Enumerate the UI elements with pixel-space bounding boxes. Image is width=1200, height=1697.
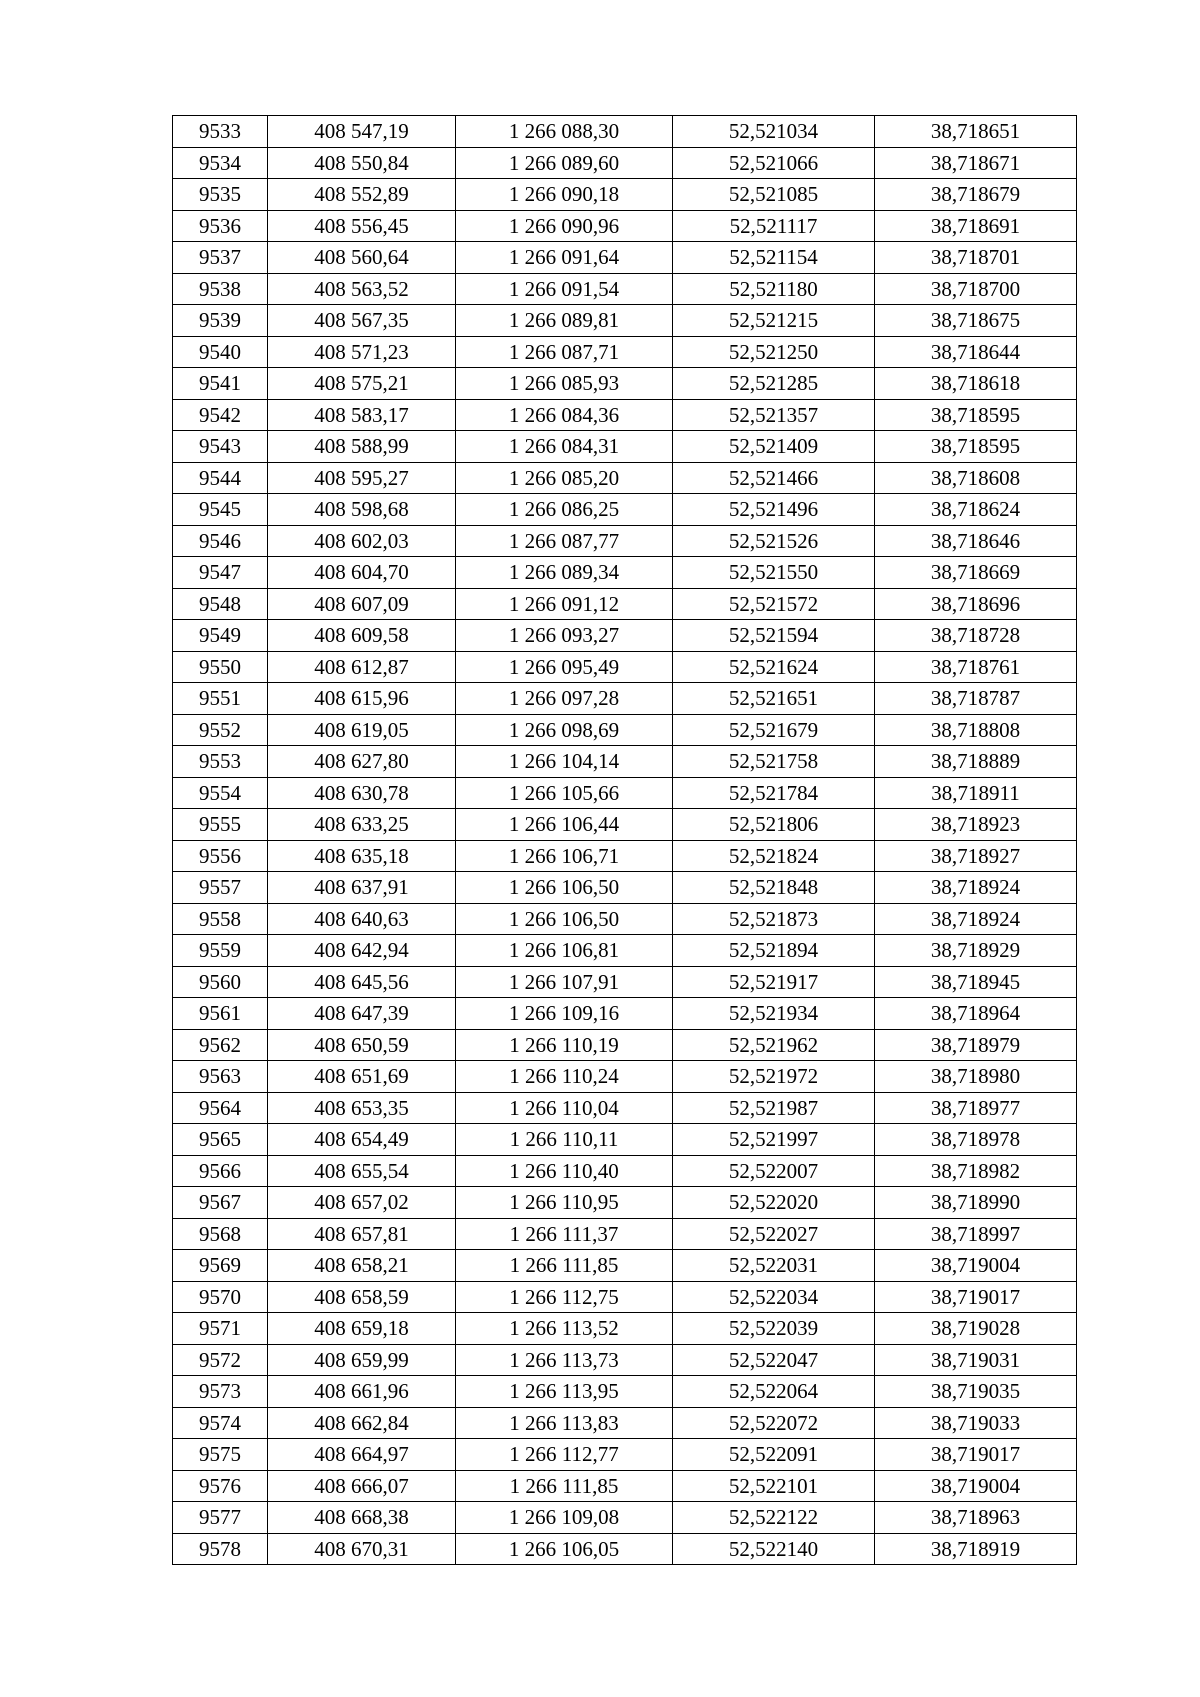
x-coordinate-cell: 408 658,21: [268, 1250, 456, 1282]
y-coordinate-cell: 1 266 106,50: [456, 903, 673, 935]
table-row: [173, 1218, 1077, 1250]
latitude-cell: 52,521784: [673, 777, 875, 809]
y-coordinate-cell: 1 266 089,34: [456, 557, 673, 589]
table-row: [173, 399, 1077, 431]
y-coordinate-cell: 1 266 086,25: [456, 494, 673, 526]
longitude-cell: 38,718761: [875, 651, 1077, 683]
latitude-cell: 52,521034: [673, 116, 875, 148]
point-number-cell: 9577: [173, 1502, 268, 1534]
x-coordinate-cell: 408 630,78: [268, 777, 456, 809]
point-number-cell: 9538: [173, 273, 268, 305]
point-number-cell: 9549: [173, 620, 268, 652]
latitude-cell: 52,522122: [673, 1502, 875, 1534]
table-row: [173, 1313, 1077, 1345]
latitude-cell: 52,521466: [673, 462, 875, 494]
x-coordinate-cell: 408 657,81: [268, 1218, 456, 1250]
x-coordinate-cell: 408 653,35: [268, 1092, 456, 1124]
longitude-cell: 38,718646: [875, 525, 1077, 557]
y-coordinate-cell: 1 266 112,75: [456, 1281, 673, 1313]
y-coordinate-cell: 1 266 110,40: [456, 1155, 673, 1187]
x-coordinate-cell: 408 571,23: [268, 336, 456, 368]
latitude-cell: 52,521066: [673, 147, 875, 179]
longitude-cell: 38,718964: [875, 998, 1077, 1030]
x-coordinate-cell: 408 645,56: [268, 966, 456, 998]
table-row: [173, 1029, 1077, 1061]
x-coordinate-cell: 408 556,45: [268, 210, 456, 242]
table-row: [173, 777, 1077, 809]
longitude-cell: 38,718651: [875, 116, 1077, 148]
longitude-cell: 38,719035: [875, 1376, 1077, 1408]
point-number-cell: 9575: [173, 1439, 268, 1471]
longitude-cell: 38,719017: [875, 1439, 1077, 1471]
point-number-cell: 9546: [173, 525, 268, 557]
longitude-cell: 38,718595: [875, 399, 1077, 431]
longitude-cell: 38,718997: [875, 1218, 1077, 1250]
x-coordinate-cell: 408 659,99: [268, 1344, 456, 1376]
latitude-cell: 52,521894: [673, 935, 875, 967]
x-coordinate-cell: 408 659,18: [268, 1313, 456, 1345]
latitude-cell: 52,522047: [673, 1344, 875, 1376]
table-row: [173, 368, 1077, 400]
latitude-cell: 52,521572: [673, 588, 875, 620]
x-coordinate-cell: 408 642,94: [268, 935, 456, 967]
x-coordinate-cell: 408 598,68: [268, 494, 456, 526]
point-number-cell: 9578: [173, 1533, 268, 1565]
x-coordinate-cell: 408 550,84: [268, 147, 456, 179]
table-row: [173, 305, 1077, 337]
longitude-cell: 38,718911: [875, 777, 1077, 809]
point-number-cell: 9570: [173, 1281, 268, 1313]
point-number-cell: 9571: [173, 1313, 268, 1345]
latitude-cell: 52,522039: [673, 1313, 875, 1345]
point-number-cell: 9574: [173, 1407, 268, 1439]
latitude-cell: 52,521550: [673, 557, 875, 589]
longitude-cell: 38,719031: [875, 1344, 1077, 1376]
latitude-cell: 52,521997: [673, 1124, 875, 1156]
longitude-cell: 38,718929: [875, 935, 1077, 967]
longitude-cell: 38,718624: [875, 494, 1077, 526]
point-number-cell: 9573: [173, 1376, 268, 1408]
table-row: [173, 494, 1077, 526]
longitude-cell: 38,718696: [875, 588, 1077, 620]
table-row: [173, 1376, 1077, 1408]
point-number-cell: 9559: [173, 935, 268, 967]
point-number-cell: 9548: [173, 588, 268, 620]
y-coordinate-cell: 1 266 091,54: [456, 273, 673, 305]
table-row: [173, 872, 1077, 904]
y-coordinate-cell: 1 266 112,77: [456, 1439, 673, 1471]
table-row: [173, 651, 1077, 683]
longitude-cell: 38,718982: [875, 1155, 1077, 1187]
table-row: [173, 1502, 1077, 1534]
table-row: [173, 683, 1077, 715]
x-coordinate-cell: 408 654,49: [268, 1124, 456, 1156]
longitude-cell: 38,719028: [875, 1313, 1077, 1345]
point-number-cell: 9545: [173, 494, 268, 526]
x-coordinate-cell: 408 602,03: [268, 525, 456, 557]
x-coordinate-cell: 408 647,39: [268, 998, 456, 1030]
latitude-cell: 52,521824: [673, 840, 875, 872]
latitude-cell: 52,521357: [673, 399, 875, 431]
latitude-cell: 52,521934: [673, 998, 875, 1030]
y-coordinate-cell: 1 266 110,11: [456, 1124, 673, 1156]
y-coordinate-cell: 1 266 107,91: [456, 966, 673, 998]
y-coordinate-cell: 1 266 109,08: [456, 1502, 673, 1534]
longitude-cell: 38,718927: [875, 840, 1077, 872]
table-row: [173, 116, 1077, 148]
y-coordinate-cell: 1 266 110,19: [456, 1029, 673, 1061]
y-coordinate-cell: 1 266 111,85: [456, 1250, 673, 1282]
x-coordinate-cell: 408 607,09: [268, 588, 456, 620]
point-number-cell: 9562: [173, 1029, 268, 1061]
longitude-cell: 38,718618: [875, 368, 1077, 400]
x-coordinate-cell: 408 670,31: [268, 1533, 456, 1565]
y-coordinate-cell: 1 266 091,12: [456, 588, 673, 620]
x-coordinate-cell: 408 552,89: [268, 179, 456, 211]
table-row: [173, 179, 1077, 211]
y-coordinate-cell: 1 266 106,05: [456, 1533, 673, 1565]
latitude-cell: 52,522031: [673, 1250, 875, 1282]
longitude-cell: 38,718923: [875, 809, 1077, 841]
longitude-cell: 38,718980: [875, 1061, 1077, 1093]
longitude-cell: 38,719004: [875, 1470, 1077, 1502]
x-coordinate-cell: 408 609,58: [268, 620, 456, 652]
point-number-cell: 9564: [173, 1092, 268, 1124]
y-coordinate-cell: 1 266 097,28: [456, 683, 673, 715]
latitude-cell: 52,521285: [673, 368, 875, 400]
y-coordinate-cell: 1 266 093,27: [456, 620, 673, 652]
point-number-cell: 9547: [173, 557, 268, 589]
table-row: [173, 1439, 1077, 1471]
point-number-cell: 9554: [173, 777, 268, 809]
latitude-cell: 52,522064: [673, 1376, 875, 1408]
longitude-cell: 38,718679: [875, 179, 1077, 211]
y-coordinate-cell: 1 266 095,49: [456, 651, 673, 683]
table-row: [173, 1155, 1077, 1187]
y-coordinate-cell: 1 266 088,30: [456, 116, 673, 148]
longitude-cell: 38,718978: [875, 1124, 1077, 1156]
point-number-cell: 9543: [173, 431, 268, 463]
latitude-cell: 52,521496: [673, 494, 875, 526]
table-row: [173, 210, 1077, 242]
point-number-cell: 9553: [173, 746, 268, 778]
y-coordinate-cell: 1 266 087,77: [456, 525, 673, 557]
latitude-cell: 52,522101: [673, 1470, 875, 1502]
table-row: [173, 525, 1077, 557]
longitude-cell: 38,718728: [875, 620, 1077, 652]
table-row: [173, 998, 1077, 1030]
y-coordinate-cell: 1 266 104,14: [456, 746, 673, 778]
y-coordinate-cell: 1 266 105,66: [456, 777, 673, 809]
x-coordinate-cell: 408 655,54: [268, 1155, 456, 1187]
longitude-cell: 38,718979: [875, 1029, 1077, 1061]
point-number-cell: 9568: [173, 1218, 268, 1250]
longitude-cell: 38,719017: [875, 1281, 1077, 1313]
longitude-cell: 38,718945: [875, 966, 1077, 998]
table-row: [173, 1344, 1077, 1376]
y-coordinate-cell: 1 266 106,71: [456, 840, 673, 872]
latitude-cell: 52,522020: [673, 1187, 875, 1219]
point-number-cell: 9537: [173, 242, 268, 274]
longitude-cell: 38,718977: [875, 1092, 1077, 1124]
y-coordinate-cell: 1 266 084,36: [456, 399, 673, 431]
x-coordinate-cell: 408 633,25: [268, 809, 456, 841]
latitude-cell: 52,521806: [673, 809, 875, 841]
longitude-cell: 38,718889: [875, 746, 1077, 778]
point-number-cell: 9551: [173, 683, 268, 715]
x-coordinate-cell: 408 635,18: [268, 840, 456, 872]
latitude-cell: 52,521215: [673, 305, 875, 337]
x-coordinate-cell: 408 595,27: [268, 462, 456, 494]
y-coordinate-cell: 1 266 090,18: [456, 179, 673, 211]
y-coordinate-cell: 1 266 113,52: [456, 1313, 673, 1345]
y-coordinate-cell: 1 266 085,20: [456, 462, 673, 494]
longitude-cell: 38,719004: [875, 1250, 1077, 1282]
table-row: [173, 809, 1077, 841]
y-coordinate-cell: 1 266 098,69: [456, 714, 673, 746]
latitude-cell: 52,521594: [673, 620, 875, 652]
point-number-cell: 9541: [173, 368, 268, 400]
latitude-cell: 52,521987: [673, 1092, 875, 1124]
table-row: [173, 273, 1077, 305]
longitude-cell: 38,718671: [875, 147, 1077, 179]
x-coordinate-cell: 408 575,21: [268, 368, 456, 400]
latitude-cell: 52,521848: [673, 872, 875, 904]
point-number-cell: 9557: [173, 872, 268, 904]
x-coordinate-cell: 408 637,91: [268, 872, 456, 904]
table-row: [173, 746, 1077, 778]
point-number-cell: 9534: [173, 147, 268, 179]
y-coordinate-cell: 1 266 085,93: [456, 368, 673, 400]
y-coordinate-cell: 1 266 091,64: [456, 242, 673, 274]
longitude-cell: 38,718990: [875, 1187, 1077, 1219]
x-coordinate-cell: 408 666,07: [268, 1470, 456, 1502]
longitude-cell: 38,718701: [875, 242, 1077, 274]
y-coordinate-cell: 1 266 113,83: [456, 1407, 673, 1439]
latitude-cell: 52,521250: [673, 336, 875, 368]
table-row: [173, 1533, 1077, 1565]
point-number-cell: 9572: [173, 1344, 268, 1376]
table-row: [173, 1061, 1077, 1093]
latitude-cell: 52,522034: [673, 1281, 875, 1313]
point-number-cell: 9542: [173, 399, 268, 431]
coordinates-table-body: [173, 116, 1077, 1565]
table-row: [173, 840, 1077, 872]
y-coordinate-cell: 1 266 106,50: [456, 872, 673, 904]
point-number-cell: 9558: [173, 903, 268, 935]
longitude-cell: 38,718644: [875, 336, 1077, 368]
x-coordinate-cell: 408 627,80: [268, 746, 456, 778]
table-row: [173, 1250, 1077, 1282]
y-coordinate-cell: 1 266 090,96: [456, 210, 673, 242]
point-number-cell: 9533: [173, 116, 268, 148]
y-coordinate-cell: 1 266 106,44: [456, 809, 673, 841]
table-row: [173, 1407, 1077, 1439]
latitude-cell: 52,521972: [673, 1061, 875, 1093]
point-number-cell: 9539: [173, 305, 268, 337]
table-row: [173, 1470, 1077, 1502]
point-number-cell: 9569: [173, 1250, 268, 1282]
longitude-cell: 38,719033: [875, 1407, 1077, 1439]
longitude-cell: 38,718924: [875, 903, 1077, 935]
x-coordinate-cell: 408 668,38: [268, 1502, 456, 1534]
y-coordinate-cell: 1 266 087,71: [456, 336, 673, 368]
point-number-cell: 9576: [173, 1470, 268, 1502]
latitude-cell: 52,522007: [673, 1155, 875, 1187]
point-number-cell: 9540: [173, 336, 268, 368]
point-number-cell: 9535: [173, 179, 268, 211]
longitude-cell: 38,718787: [875, 683, 1077, 715]
x-coordinate-cell: 408 563,52: [268, 273, 456, 305]
table-row: [173, 1092, 1077, 1124]
latitude-cell: 52,521679: [673, 714, 875, 746]
table-row: [173, 714, 1077, 746]
x-coordinate-cell: 408 560,64: [268, 242, 456, 274]
point-number-cell: 9566: [173, 1155, 268, 1187]
x-coordinate-cell: 408 615,96: [268, 683, 456, 715]
x-coordinate-cell: 408 547,19: [268, 116, 456, 148]
latitude-cell: 52,521624: [673, 651, 875, 683]
latitude-cell: 52,522027: [673, 1218, 875, 1250]
latitude-cell: 52,521180: [673, 273, 875, 305]
point-number-cell: 9555: [173, 809, 268, 841]
longitude-cell: 38,718924: [875, 872, 1077, 904]
table-row: [173, 147, 1077, 179]
x-coordinate-cell: 408 664,97: [268, 1439, 456, 1471]
table-row: [173, 588, 1077, 620]
x-coordinate-cell: 408 651,69: [268, 1061, 456, 1093]
y-coordinate-cell: 1 266 089,81: [456, 305, 673, 337]
longitude-cell: 38,718963: [875, 1502, 1077, 1534]
latitude-cell: 52,521917: [673, 966, 875, 998]
latitude-cell: 52,521526: [673, 525, 875, 557]
y-coordinate-cell: 1 266 084,31: [456, 431, 673, 463]
y-coordinate-cell: 1 266 110,24: [456, 1061, 673, 1093]
x-coordinate-cell: 408 612,87: [268, 651, 456, 683]
x-coordinate-cell: 408 604,70: [268, 557, 456, 589]
latitude-cell: 52,521117: [673, 210, 875, 242]
y-coordinate-cell: 1 266 109,16: [456, 998, 673, 1030]
table-row: [173, 1281, 1077, 1313]
longitude-cell: 38,718700: [875, 273, 1077, 305]
table-row: [173, 935, 1077, 967]
table-row: [173, 1187, 1077, 1219]
latitude-cell: 52,521873: [673, 903, 875, 935]
x-coordinate-cell: 408 658,59: [268, 1281, 456, 1313]
latitude-cell: 52,521962: [673, 1029, 875, 1061]
table-row: [173, 557, 1077, 589]
x-coordinate-cell: 408 662,84: [268, 1407, 456, 1439]
latitude-cell: 52,522091: [673, 1439, 875, 1471]
latitude-cell: 52,521758: [673, 746, 875, 778]
point-number-cell: 9561: [173, 998, 268, 1030]
longitude-cell: 38,718691: [875, 210, 1077, 242]
longitude-cell: 38,718669: [875, 557, 1077, 589]
x-coordinate-cell: 408 567,35: [268, 305, 456, 337]
table-row: [173, 1124, 1077, 1156]
point-number-cell: 9544: [173, 462, 268, 494]
table-row: [173, 620, 1077, 652]
y-coordinate-cell: 1 266 111,85: [456, 1470, 673, 1502]
x-coordinate-cell: 408 657,02: [268, 1187, 456, 1219]
table-row: [173, 336, 1077, 368]
point-number-cell: 9565: [173, 1124, 268, 1156]
y-coordinate-cell: 1 266 113,73: [456, 1344, 673, 1376]
coordinates-table: [172, 115, 1077, 1565]
y-coordinate-cell: 1 266 113,95: [456, 1376, 673, 1408]
y-coordinate-cell: 1 266 106,81: [456, 935, 673, 967]
table-row: [173, 966, 1077, 998]
x-coordinate-cell: 408 640,63: [268, 903, 456, 935]
table-row: [173, 462, 1077, 494]
latitude-cell: 52,522072: [673, 1407, 875, 1439]
longitude-cell: 38,718595: [875, 431, 1077, 463]
latitude-cell: 52,521651: [673, 683, 875, 715]
x-coordinate-cell: 408 661,96: [268, 1376, 456, 1408]
table-row: [173, 903, 1077, 935]
longitude-cell: 38,718808: [875, 714, 1077, 746]
y-coordinate-cell: 1 266 110,95: [456, 1187, 673, 1219]
point-number-cell: 9536: [173, 210, 268, 242]
point-number-cell: 9560: [173, 966, 268, 998]
point-number-cell: 9552: [173, 714, 268, 746]
point-number-cell: 9556: [173, 840, 268, 872]
table-row: [173, 431, 1077, 463]
longitude-cell: 38,718919: [875, 1533, 1077, 1565]
x-coordinate-cell: 408 583,17: [268, 399, 456, 431]
table-row: [173, 242, 1077, 274]
latitude-cell: 52,521409: [673, 431, 875, 463]
y-coordinate-cell: 1 266 089,60: [456, 147, 673, 179]
longitude-cell: 38,718675: [875, 305, 1077, 337]
x-coordinate-cell: 408 650,59: [268, 1029, 456, 1061]
point-number-cell: 9550: [173, 651, 268, 683]
point-number-cell: 9567: [173, 1187, 268, 1219]
latitude-cell: 52,522140: [673, 1533, 875, 1565]
x-coordinate-cell: 408 619,05: [268, 714, 456, 746]
x-coordinate-cell: 408 588,99: [268, 431, 456, 463]
y-coordinate-cell: 1 266 111,37: [456, 1218, 673, 1250]
longitude-cell: 38,718608: [875, 462, 1077, 494]
point-number-cell: 9563: [173, 1061, 268, 1093]
latitude-cell: 52,521085: [673, 179, 875, 211]
y-coordinate-cell: 1 266 110,04: [456, 1092, 673, 1124]
latitude-cell: 52,521154: [673, 242, 875, 274]
